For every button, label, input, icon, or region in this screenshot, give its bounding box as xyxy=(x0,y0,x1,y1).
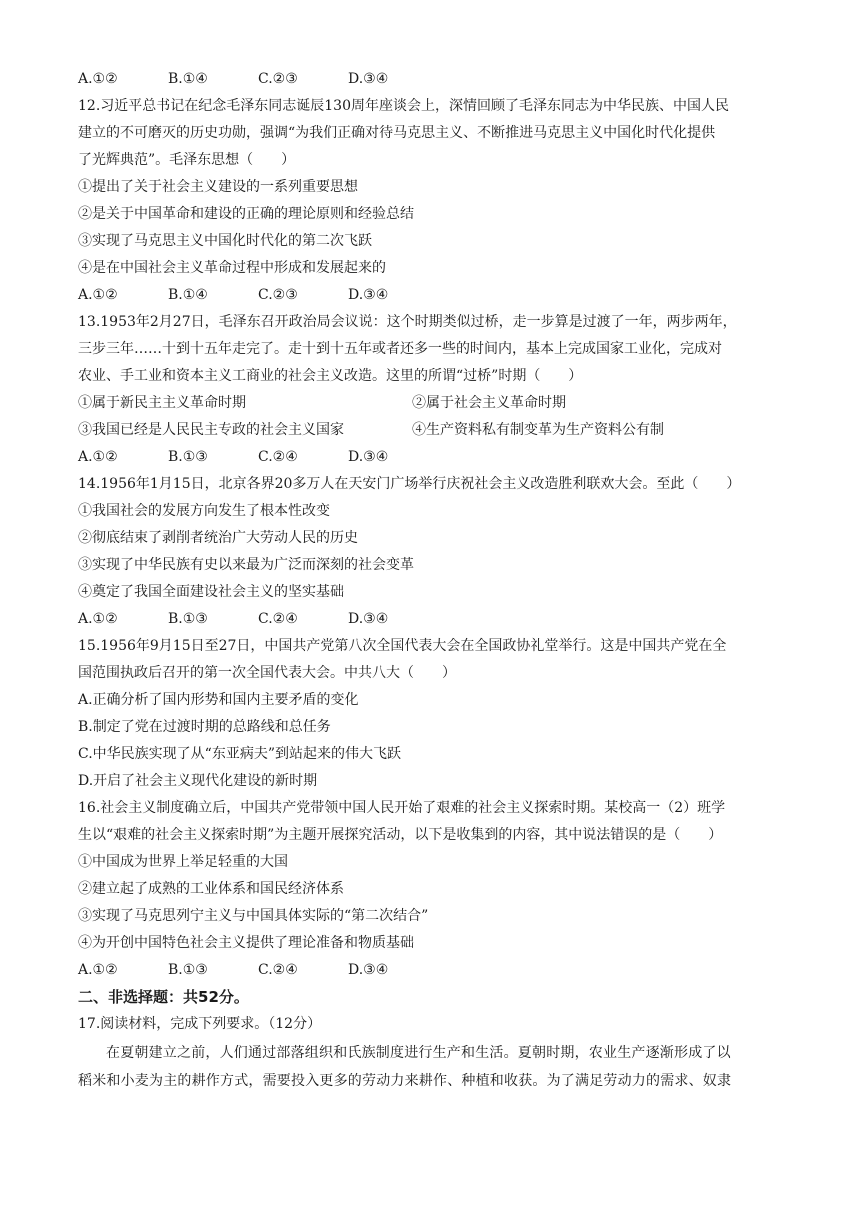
q15-choice-b: B.制定了党在过渡时期的总路线和总任务 xyxy=(78,719,331,735)
option-c: C.②③ xyxy=(258,71,298,87)
q15-choice-c: C.中华民族实现了从“东亚病夫”到站起来的伟大飞跃 xyxy=(78,746,401,762)
option-a: A.①② xyxy=(78,287,118,303)
q14-options xyxy=(78,610,438,628)
option-d: D.③④ xyxy=(348,962,389,978)
q13-item-1: ①属于新民主主义革命时期 xyxy=(78,395,246,411)
option-d: D.③④ xyxy=(348,449,389,465)
option-b: B.①④ xyxy=(168,287,208,303)
q14-item-3: ③实现了中华民族有史以来最为广泛而深刻的社会变革 xyxy=(78,557,414,573)
q17-stem: 17.阅读材料，完成下列要求。（12分） xyxy=(78,1016,322,1032)
q13-stem-3: 农业、手工业和资本主义工商业的社会主义改造。这里的所谓“过桥”时期（ ） xyxy=(78,368,583,384)
q16-item-4: ④为开创中国特色社会主义提供了理论准备和物质基础 xyxy=(78,935,414,951)
q12-stem-3: 了光辉典范”。毛泽东思想（ ） xyxy=(78,152,296,168)
q12-stem-2: 建立的不可磨灭的历史功勋，强调“为我们正确对待马克思主义、不断推进马克思主义中国化时代化提供 xyxy=(78,125,716,141)
q16-item-1: ①中国成为世界上举足轻重的大国 xyxy=(78,854,288,870)
q15-choice-a: A.正确分析了国内形势和国内主要矛盾的变化 xyxy=(78,692,359,708)
q16-item-3: ③实现了马克思列宁主义与中国具体实际的“第二次结合” xyxy=(78,908,429,924)
q14-stem-1: 14.1956年1月15日，北京各界20多万人在天安门广场举行庆祝社会主义改造胜利联欢大会。至此（ ） xyxy=(78,476,741,492)
option-a: A.①② xyxy=(78,449,118,465)
q13-items-row-2 xyxy=(78,421,664,439)
q13-item-3: ③我国已经是人民民主专政的社会主义国家 xyxy=(78,422,344,438)
q13-items-row-1 xyxy=(78,394,566,412)
q16-stem-2: 生以“艰难的社会主义探索时期”为主题开展探究活动，以下是收集到的内容，其中说法错误的是（ ） xyxy=(78,827,723,843)
option-c: C.②③ xyxy=(258,287,298,303)
q12-item-3: ③实现了马克思主义中国化时代化的第二次飞跃 xyxy=(78,233,372,249)
option-b: B.①③ xyxy=(168,611,208,627)
q13-stem-1: 13.1953年2月27日，毛泽东召开政治局会议说：这个时期类似过桥，走一步算是过渡了一年，两步两年， xyxy=(78,314,737,330)
q11-options xyxy=(78,70,438,88)
option-c: C.②④ xyxy=(258,962,298,978)
q15-stem-2: 国范围执政后召开的第一次全国代表大会。中共八大（ ） xyxy=(78,665,456,681)
q14-item-4: ④奠定了我国全面建设社会主义的坚实基础 xyxy=(78,584,344,600)
q15-stem-1: 15.1956年9月15日至27日，中国共产党第八次全国代表大会在全国政协礼堂举行。这是中国共产党在全 xyxy=(78,638,727,654)
q12-item-2: ②是关于中国革命和建设的正确的理论原则和经验总结 xyxy=(78,206,414,222)
option-a: A.①② xyxy=(78,962,118,978)
q12-item-4: ④是在中国社会主义革命过程中形成和发展起来的 xyxy=(78,260,386,276)
q13-item-2: ②属于社会主义革命时期 xyxy=(412,395,566,411)
q17-material-2: 稻米和小麦为主的耕作方式，需要投入更多的劳动力来耕作、种植和收获。为了满足劳动力的需求、奴隶 xyxy=(78,1073,732,1089)
q13-item-4: ④生产资料私有制变革为生产资料公有制 xyxy=(412,422,664,438)
section-heading: 二、非选择题：共52分。 xyxy=(78,988,249,1006)
q16-options xyxy=(78,961,438,979)
q16-item-2: ②建立起了成熟的工业体系和国民经济体系 xyxy=(78,881,344,897)
q12-stem-1: 12.习近平总书记在纪念毛泽东同志诞辰130周年座谈会上，深情回顾了毛泽东同志为中华民族、中国人民 xyxy=(78,98,729,114)
q14-item-2: ②彻底结束了剥削者统治广大劳动人民的历史 xyxy=(78,530,358,546)
option-b: B.①③ xyxy=(168,449,208,465)
q15-choice-d: D.开启了社会主义现代化建设的新时期 xyxy=(78,773,318,789)
q17-material-1: 在夏朝建立之前，人们通过部落组织和氏族制度进行生产和生活。夏朝时期，农业生产逐渐形成了以 xyxy=(106,1045,731,1061)
option-b: B.①④ xyxy=(168,71,208,87)
q13-options xyxy=(78,448,438,466)
option-d: D.③④ xyxy=(348,287,389,303)
option-c: C.②④ xyxy=(258,449,298,465)
option-b: B.①③ xyxy=(168,962,208,978)
option-c: C.②④ xyxy=(258,611,298,627)
q12-item-1: ①提出了关于社会主义建设的一系列重要思想 xyxy=(78,179,358,195)
option-a: A.①② xyxy=(78,611,118,627)
option-a: A.①② xyxy=(78,71,118,87)
q16-stem-1: 16.社会主义制度确立后，中国共产党带领中国人民开始了艰难的社会主义探索时期。某校高一（2）班学 xyxy=(78,800,726,816)
q14-item-1: ①我国社会的发展方向发生了根本性改变 xyxy=(78,503,330,519)
q13-stem-2: 三步三年……十到十五年走完了。走十到十五年或者还多一些的时间内，基本上完成国家工业化，完成对 xyxy=(78,341,722,357)
option-d: D.③④ xyxy=(348,71,389,87)
q12-options xyxy=(78,286,438,304)
option-d: D.③④ xyxy=(348,611,389,627)
